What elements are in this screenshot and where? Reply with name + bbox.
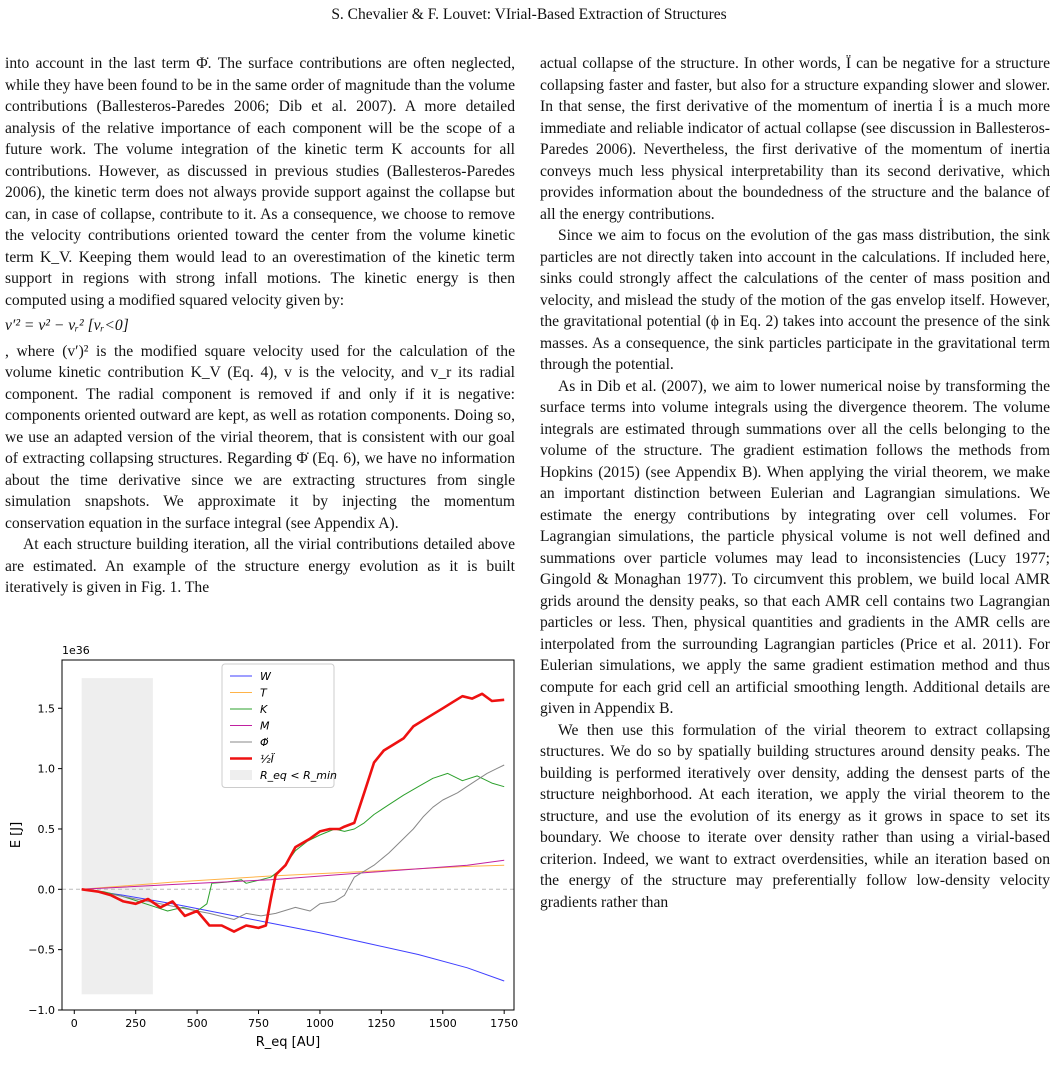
left-paragraph-2: , where (v′)² is the modified square velocity used for the calculation of the volume kinetic contribution K_V (Eq. 4), v is the velocity, and v_r its radial component. The radial component is removed if and only if it is negative: components oriented outward are kept, as well as rotation components. Doing so, we use an adapted version of the virial theorem, that is consistent with our goal of extracting collapsing structures. Regarding Φ̇ (Eq. 6), we have no information about the time derivative since we are extracting structures from single simulation snapshots. We approximate it by injecting the momentum conservation equation in the surface integral (see Appendix A). (5, 342, 515, 532)
right-paragraph-2: Since we aim to focus on the evolution of the gas mass distribution, the sink particles are not directly taken into account in the calculations. If included here, sinks could strongly affect the calculations of the center of mass position and velocity, and mislead the study of the motion of the gas envelop itself. However, the gravitational potential (ϕ in Eq. 2) takes into account the presence of the sink masses. As a consequence, the sink particles participate in the gravitational term through the potential. (540, 227, 1050, 373)
left-paragraph-3: At each structure building iteration, all the virial contributions detailed above are estimated. An example of the structure energy evolution as it is built iteratively is given in Fig. 1. The (5, 536, 515, 596)
shaded-region (82, 678, 153, 994)
axis-offset-text: 1e36 (62, 644, 90, 657)
energy-chart (0, 640, 520, 1060)
x-tick-label: 250 (125, 1017, 147, 1030)
legend-label-3: M (260, 719, 270, 733)
x-tick-label: 500 (186, 1017, 208, 1030)
x-tick-label: 1000 (305, 1017, 334, 1030)
equation-modified-velocity: v′² = v² − vᵣ² [vᵣ<0] (5, 317, 129, 334)
energy-evolution-figure (0, 640, 520, 1060)
right-paragraph-1: actual collapse of the structure. In other words, Ï can be negative for a structure collapsing faster and faster, but also for a structure expanding slower and slower. In that sense, the first derivative of the momentum of inertia İ is a much more immediate and reliable indicator of actual collapse (see discussion in Ballesteros-Paredes 2006). Nevertheless, the first derivative of the momentum of inertia conveys much less physical interpretability than its second derivative, which provides information about the boundedness of the structure and the balance of all the energy contributions. (540, 55, 1050, 223)
left-column (5, 53, 515, 599)
legend-label-0: W (260, 670, 271, 683)
right-paragraph-3: As in Dib et al. (2007), we aim to lower numerical noise by transforming the surface terms into volume integrals using the divergence theorem. The volume integrals are estimated through summations over all the cells belonging to the volume of the structure. The gradient estimation follows the methods from Hopkins (2015) (see Appendix B). When applying the virial theorem, we make an important distinction between Eulerian and Lagrangian simulations. We estimate the energy contributions by integrating over cell volumes. For Lagrangian simulations, the particle physical volume is not well defined and summations over particle volumes may lead to inconsistencies (Lucy 1977; Gingold & Monaghan 1977). To circumvent this problem, we build local AMR grids around the density peaks, so that each AMR cell contains two Lagrangian particles or less. Then, physical quantities and gradients in the AMR cells are interpolated from the surrounding Lagrangian particles (Price et al. 2011). For Eulerian simulations, we apply the same gradient estimation method and thus compute for each grid cell an artificial smoothing length. Additional details are given in Appendix B. (540, 377, 1050, 717)
x-tick-label: 1750 (490, 1017, 519, 1030)
right-column (540, 53, 1050, 913)
x-tick-label: 1500 (428, 1017, 457, 1030)
x-axis-label: R_eq [AU] (255, 1035, 321, 1050)
legend-label-shaded: R_eq < R_min (260, 769, 337, 782)
legend-label-4: Φ̇ (260, 736, 269, 749)
x-tick-label: 0 (70, 1017, 78, 1030)
x-tick-label: 750 (248, 1017, 270, 1030)
x-tick-label: 1250 (367, 1017, 396, 1030)
y-tick-label: −0.5 (28, 943, 55, 957)
y-tick-label: 1.5 (37, 702, 55, 716)
legend-label-2: K (260, 703, 268, 716)
legend-label-5: ½Ï (260, 752, 274, 766)
left-paragraph-1: into account in the last term Φ̇. The surface contributions are often neglected, while they have been found to be in the same order of magnitude than the volume contributions (Ballesteros-Paredes 2006; Dib et al. 2007). A more detailed analysis of the relative importance of each component will be the scope of a future work. The volume integration of the kinetic term K accounts for all contributions. However, as discussed in previous studies (Ballesteros-Paredes 2006), the kinetic term does not always provide support against the collapse but can, in case of collapse, contribute to it. As a consequence, we choose to remove the velocity contributions oriented toward the center from the volume kinetic term K_V. Keeping them would lead to an overestimation of the kinetic term support in regions with strong infall motions. The kinetic energy is then computed using a modified squared velocity given by: (5, 55, 515, 309)
y-tick-label: 1.0 (37, 762, 55, 776)
y-tick-label: 0.5 (37, 822, 55, 836)
running-header: S. Chevalier & F. Louvet: VIrial-Based Extraction of Structures (331, 6, 727, 23)
legend-swatch-shaded (230, 770, 252, 780)
legend-label-1: T (260, 686, 267, 700)
right-paragraph-4: We then use this formulation of the virial theorem to extract collapsing structures. We do so by spatially building structures around density peaks. The building is performed iteratively over density, adding the densest parts of the structure neighborhood. At each iteration, we apply the virial theorem to the structure, and use the evolution of its energy as it grows in space to set its boundary. We choose to iterate over density rather than using a virial-based criterion. Indeed, we want to extract overdensities, while an iteration based on the energy of the structure may preferentially follow low-density velocity gradients rather than (540, 721, 1050, 911)
y-tick-label: 0.0 (37, 883, 55, 897)
y-tick-label: −1.0 (28, 1004, 55, 1017)
y-axis-label: E [J] (9, 821, 24, 849)
